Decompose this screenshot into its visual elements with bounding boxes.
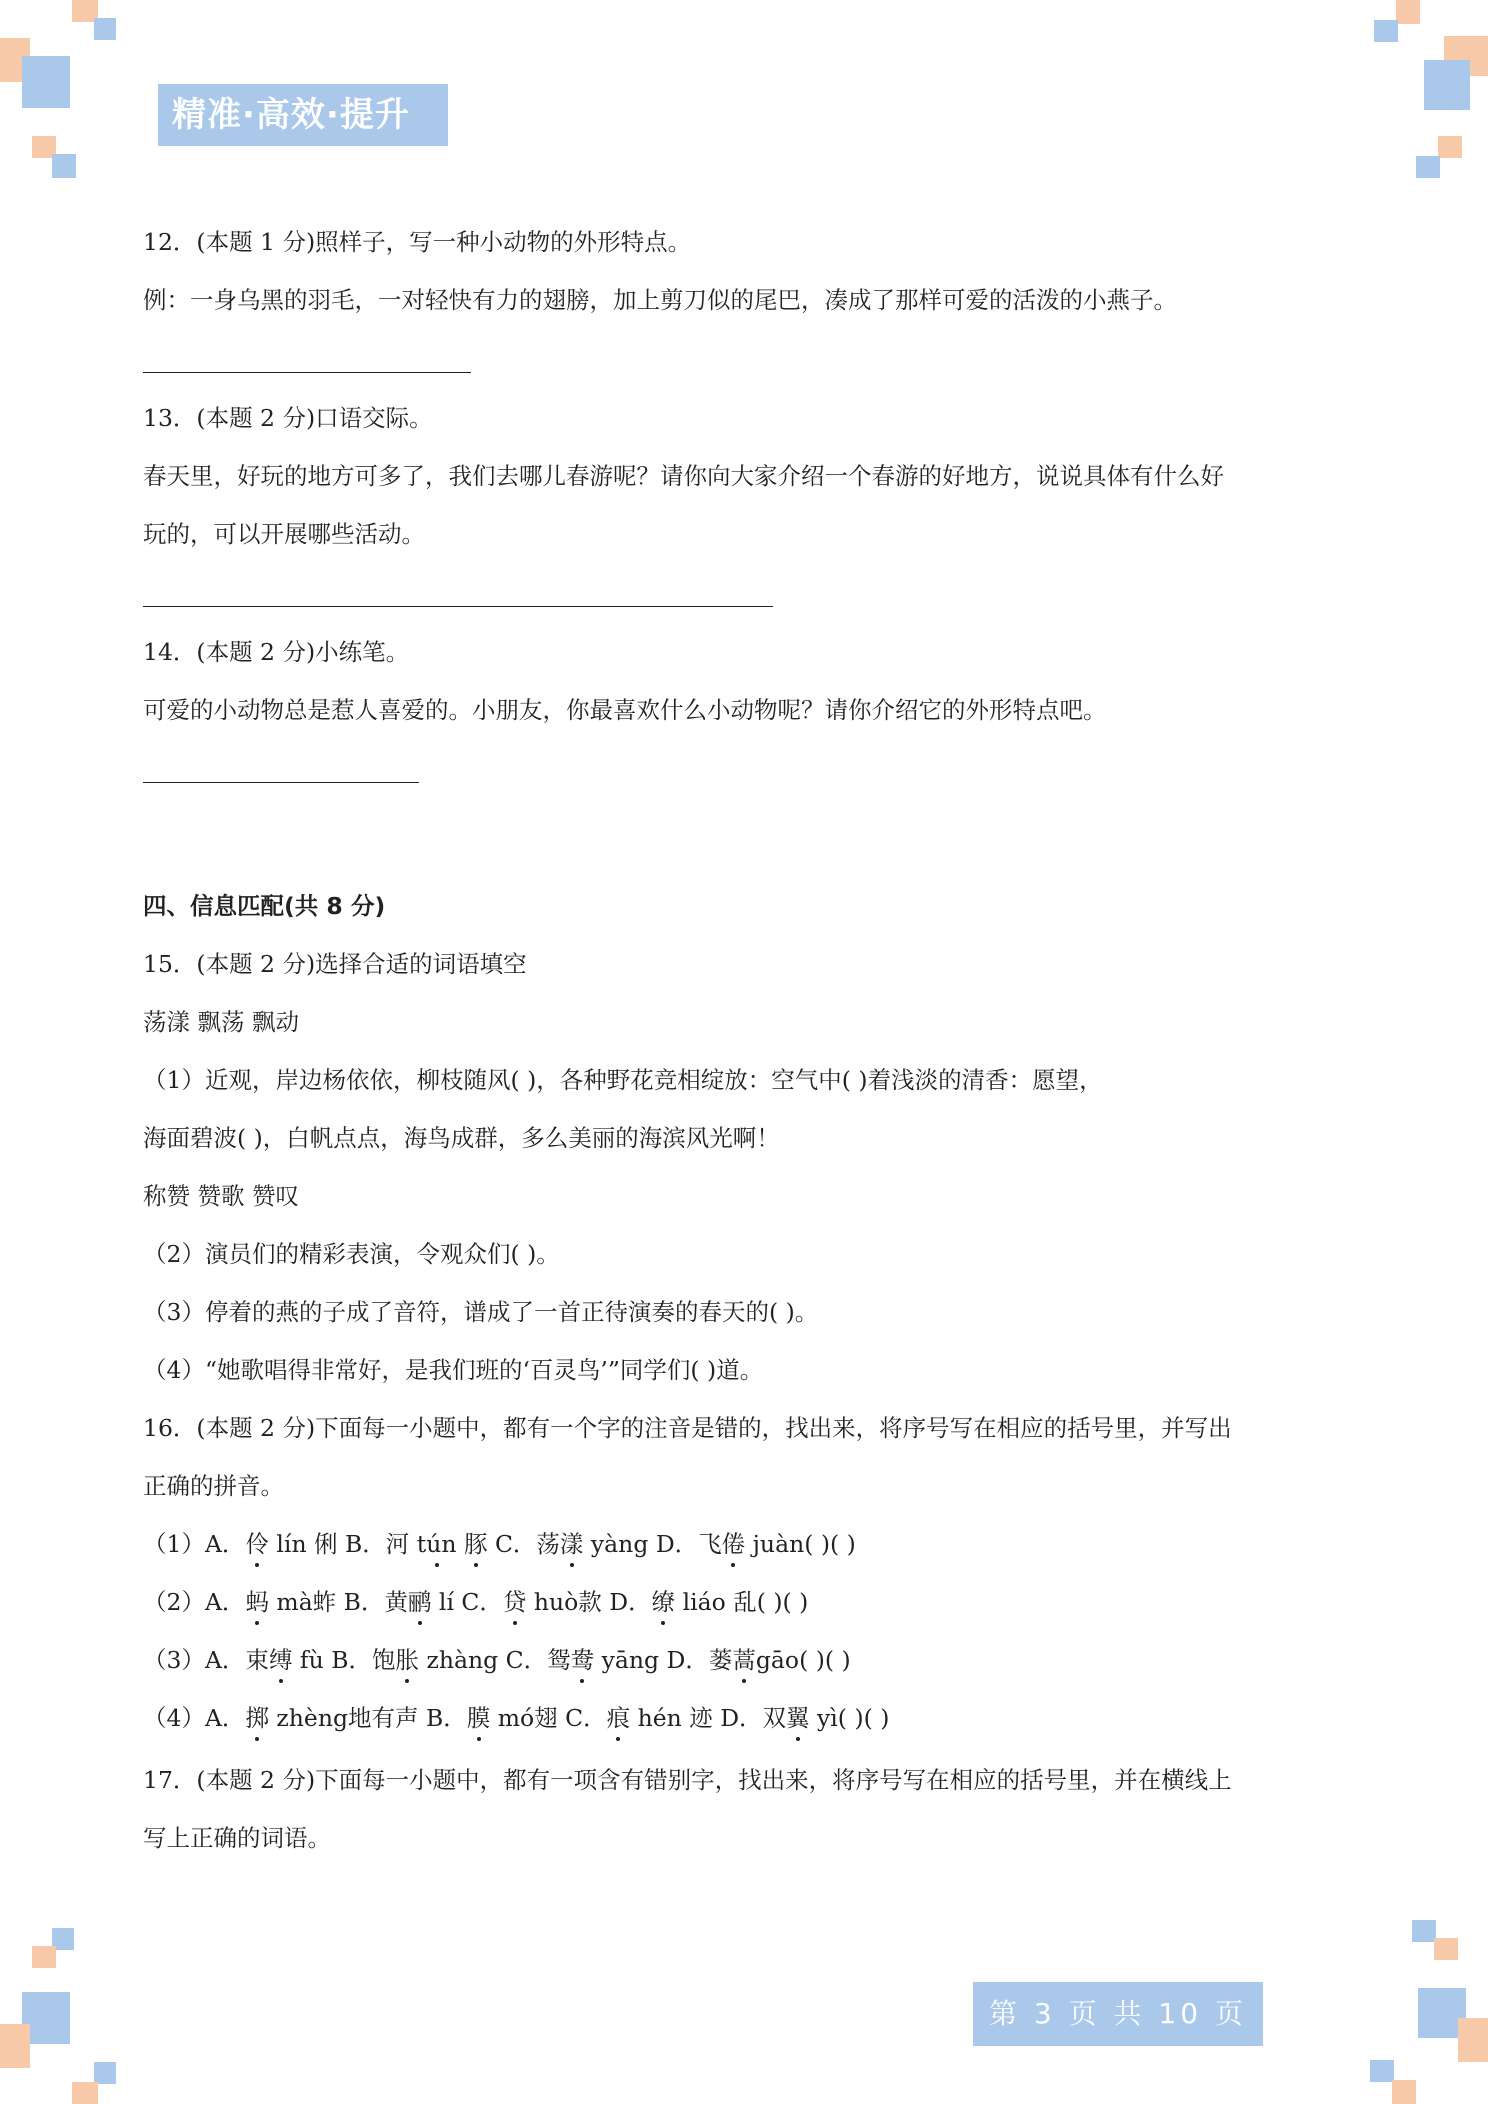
q12-example: 例：一身乌黑的羽毛，一对轻快有力的翅膀，加上剪刀似的尾巴，凑成了那样可爱的活泼的小燕子。 (143, 286, 1177, 314)
q16-row2: （2）A．蚂 mà蚱 B．黄鹂 lí C．贷 huò款 D．缭 liáo 乱( )( ) (143, 1588, 809, 1616)
q13-body-line2: 玩的，可以开展哪些活动。 (143, 520, 425, 548)
q16-title-line1: 16．(本题 2 分)下面每一小题中，都有一个字的注音是错的，找出来，将序号写在相应的括号里，并写出 (143, 1414, 1232, 1442)
header-banner: 精准·高效·提升 (158, 84, 448, 146)
q15-item3: （3）停着的燕的子成了音符，谱成了一首正待演奏的春天的( )。 (143, 1298, 819, 1326)
q14-answer-line[interactable] (143, 782, 419, 783)
q15-item1-line1: （1）近观，岸边杨依依，柳枝随风( )，各种野花竞相绽放：空气中( )着浅淡的清香：愿望， (143, 1066, 1103, 1094)
q15-word-bank-1: 荡漾 飘荡 飘动 (143, 1008, 299, 1036)
q16-row4: （4）A．掷 zhèng地有声 B．膜 mó翅 C．痕 hén 迹 D．双翼 yì( )( ) (143, 1704, 890, 1732)
q12-title: 12．(本题 1 分)照样子，写一种小动物的外形特点。 (143, 228, 692, 256)
q14-body: 可爱的小动物总是惹人喜爱的。小朋友，你最喜欢什么小动物呢？请你介绍它的外形特点吧。 (143, 696, 1107, 724)
q16-title-line2: 正确的拼音。 (143, 1472, 284, 1500)
q15-item1-line2: 海面碧波( )，白帆点点，海鸟成群，多么美丽的海滨风光啊！ (143, 1124, 780, 1152)
q16-row3: （3）A．束缚 fù B．饱胀 zhàng C．鸳鸯 yāng D．蒌蒿gāo( )( ) (143, 1646, 851, 1674)
q13-answer-line[interactable] (143, 606, 773, 607)
q15-item4: （4）“她歌唱得非常好，是我们班的‘百灵鸟’”同学们( )道。 (143, 1356, 764, 1384)
q13-title: 13．(本题 2 分)口语交际。 (143, 404, 433, 432)
q16-row1: （1）A．伶 lín 俐 B．河 tún 豚 C．荡漾 yàng D．飞倦 juàn( )( ) (143, 1530, 856, 1558)
q15-title: 15．(本题 2 分)选择合适的词语填空 (143, 950, 527, 978)
q15-item2: （2）演员们的精彩表演，令观众们( )。 (143, 1240, 560, 1268)
q15-word-bank-2: 称赞 赞歌 赞叹 (143, 1182, 299, 1210)
page-number: 第 3 页 共 10 页 (973, 1982, 1263, 2046)
q13-body-line1: 春天里，好玩的地方可多了，我们去哪儿春游呢？请你向大家介绍一个春游的好地方，说说具体有什么好 (143, 462, 1224, 490)
q14-title: 14．(本题 2 分)小练笔。 (143, 638, 410, 666)
q12-answer-line[interactable] (143, 372, 471, 373)
section4-title: 四、信息匹配(共 8 分) (143, 892, 386, 920)
q17-title-line1: 17．(本题 2 分)下面每一小题中，都有一项含有错别字，找出来，将序号写在相应的括号里，并在横线上 (143, 1766, 1232, 1794)
q17-title-line2: 写上正确的词语。 (143, 1824, 331, 1852)
